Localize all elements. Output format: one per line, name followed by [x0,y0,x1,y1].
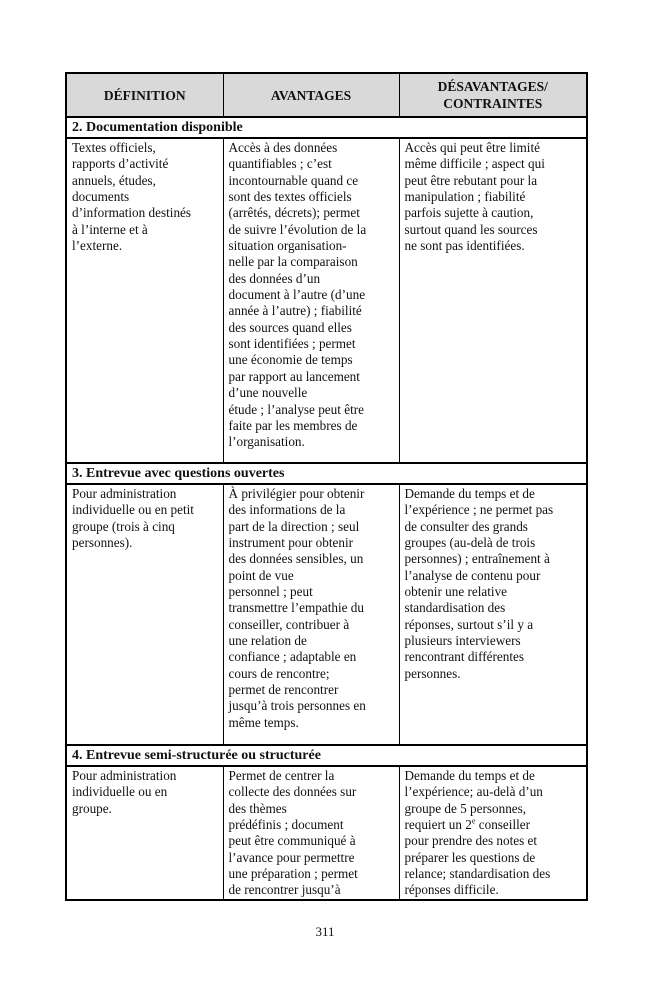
ordinal-superscript: e [471,816,476,826]
desavantages-cell: Accès qui peut être limité même difficile ; aspect qui peut être rebutant pour la manipulation ; fiabilité parfois sujette à caution, surtout quand les sources ne sont pas identifiées. [399,138,587,463]
desavantages-text: conseiller pour prendre des notes et préparer les questions de relance; standardisation des réponses difficile. [404,817,551,898]
comparison-table [65,72,588,901]
table-row [66,766,587,900]
section-row [66,745,587,766]
avantages-cell: À privilégier pour obtenir des informations de la part de la direction ; seul instrument pour obtenir des données sensibles, un point de vue personnel ; peut transmettre l’empathie du conseiller, contribuer à une relation de confiance ; adaptable en cours de rencontre; permet de rencontrer jusqu’à trois personnes en même temps. [223,484,399,745]
header-desavantages: DÉSAVANTAGES/ CONTRAINTES [399,73,587,117]
avantages-cell: Permet de centrer la collecte des données sur des thèmes prédéfinis ; document peut être communiqué à l’avance pour permettre une préparation ; permet de rencontrer jusqu’à [223,766,399,900]
header-definition: DÉFINITION [66,73,223,117]
definition-cell: Pour administration individuelle ou en petit groupe (trois à cinq personnes). [66,484,223,745]
section-title: 2. Documentation disponible [66,117,587,138]
header-avantages: AVANTAGES [223,73,399,117]
desavantages-text: Demande du temps et de l’expérience; au-delà d’un groupe de 5 personnes, requiert un 2 [404,768,543,833]
page-number: 311 [315,924,335,939]
section-row [66,117,587,138]
definition-cell: Pour administration individuelle ou en groupe. [66,766,223,900]
section-title: 3. Entrevue avec questions ouvertes [66,463,587,484]
desavantages-cell [399,766,587,900]
section-title: 4. Entrevue semi-structurée ou structurée [66,745,587,766]
avantages-cell: Accès à des données quantifiables ; c’est incontournable quand ce sont des textes officiels (arrêtés, décrets); permet de suivre l’évolution de la situation organisation- nelle par la comparaison des données d’un document à l’autre (d’une année à l’autre) ; fiabilité des sources quand elles sont identifiées ; permet une économie de temps par rapport au lancement d’une nouvelle étude ; l’analyse peut être faite par les membres de l’organisation. [223,138,399,463]
table-row [66,138,587,463]
table-row [66,484,587,745]
desavantages-cell: Demande du temps et de l’expérience ; ne permet pas de consulter des grands groupes (au-delà de trois personnes) ; entraînement à l’analyse de contenu pour obtenir une relative standardisation des réponses, surtout s’il y a plusieurs interviewers rencontrant différentes personnes. [399,484,587,745]
table-header-row [66,73,587,117]
section-row [66,463,587,484]
definition-cell: Textes officiels, rapports d’activité annuels, études, documents d’information destinés à l’interne et à l’externe. [66,138,223,463]
